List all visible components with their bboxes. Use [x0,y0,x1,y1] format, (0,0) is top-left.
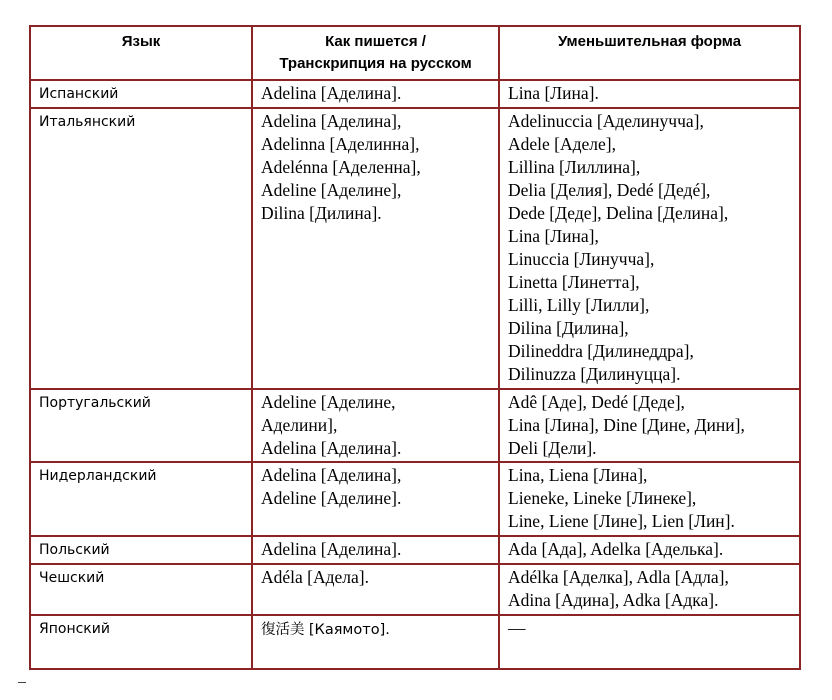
japanese-transcription: [Каямото]. [308,622,390,638]
language-cell: Японский [30,615,252,669]
diminutive-line: Adina [Адина], Adka [Адка]. [508,590,719,610]
language-cell: Нидерландский [30,462,252,536]
diminutive-line: Adele [Аделе], [508,134,616,154]
language-cell: Польский [30,536,252,564]
diminutive-line: Ada [Ада], Adelka [Аделька]. [508,539,724,559]
spelling-line: Adelénna [Аделенна], [261,157,421,177]
table-row [30,615,800,669]
diminutive-cell [499,389,800,462]
diminutive-line: Delia [Делия], Dedé [Дедé], [508,180,711,200]
japanese-kanji: 復活美 [261,622,305,638]
spelling-cell [252,389,499,462]
spelling-line: Adeline [Аделине, [261,392,396,412]
table-row [30,80,800,108]
diminutive-line: Lieneke, Lineke [Линеке], [508,488,697,508]
stray-mark [18,682,26,683]
diminutive-line: Line, Liene [Лине], Lien [Лин]. [508,511,735,531]
diminutive-line: Lilli, Lilly [Лилли], [508,295,650,315]
diminutive-line: Dede [Деде], Delina [Делина], [508,203,729,223]
header-spelling-line2: Транскрипция на русском [279,55,472,72]
language-cell: Чешский [30,564,252,615]
spelling-line: Adelina [Аделина], [261,465,402,485]
spelling-line: Adeline [Аделине]. [261,488,402,508]
spelling-cell [252,80,499,108]
spelling-cell [252,536,499,564]
table-row [30,108,800,389]
diminutive-line: — [508,618,526,638]
diminutive-line: Lillina [Лиллина], [508,157,641,177]
diminutive-line: Lina [Лина], [508,226,599,246]
language-cell: Испанский [30,80,252,108]
diminutive-line: Lina, Liena [Лина], [508,465,648,485]
spelling-line: Adelinna [Аделинна], [261,134,420,154]
table-row [30,462,800,536]
language-cell: Португальский [30,389,252,462]
diminutive-line: Dilina [Дилина], [508,318,629,338]
header-row [30,26,800,80]
diminutive-cell [499,108,800,389]
header-language: Язык [30,26,252,80]
spelling-line: Adelina [Аделина]. [261,438,402,458]
diminutive-line: Dilinuzza [Дилинуцца]. [508,364,681,384]
diminutive-line: Deli [Дели]. [508,438,597,458]
diminutive-cell [499,536,800,564]
diminutive-line: Adê [Аде], Dedé [Деде], [508,392,685,412]
table-row [30,389,800,462]
spelling-line: Adelina [Аделина]. [261,83,402,103]
spelling-cell [252,108,499,389]
diminutive-line: Adélka [Аделка], Adla [Адла], [508,567,729,587]
header-spelling [252,26,499,80]
language-cell: Итальянский [30,108,252,389]
diminutive-cell [499,615,800,669]
spelling-line [261,617,490,642]
header-spelling-line1: Как пишется / [325,33,426,50]
header-diminutive: Уменьшительная форма [499,26,800,80]
diminutive-cell [499,462,800,536]
names-table-container [29,25,799,670]
spelling-line: Adelina [Аделина]. [261,539,402,559]
spelling-line: Adéla [Адела]. [261,567,369,587]
diminutive-line: Lina [Лина], Dine [Дине, Дини], [508,415,745,435]
spelling-line: Аделини], [261,415,338,435]
diminutive-line: Linuccia [Линучча], [508,249,655,269]
spelling-line: Dilina [Дилина]. [261,203,382,223]
spelling-line: Adelina [Аделина], [261,111,402,131]
names-table [29,25,801,670]
diminutive-line: Lina [Лина]. [508,83,599,103]
spelling-line: Adeline [Аделине], [261,180,402,200]
spelling-cell [252,564,499,615]
diminutive-cell [499,564,800,615]
table-row [30,536,800,564]
spelling-cell [252,462,499,536]
diminutive-line: Dilineddra [Дилинеддра], [508,341,694,361]
spelling-cell [252,615,499,669]
diminutive-line: Adelinuccia [Аделинучча], [508,111,704,131]
diminutive-line: Linetta [Линетта], [508,272,640,292]
table-row [30,564,800,615]
diminutive-cell [499,80,800,108]
